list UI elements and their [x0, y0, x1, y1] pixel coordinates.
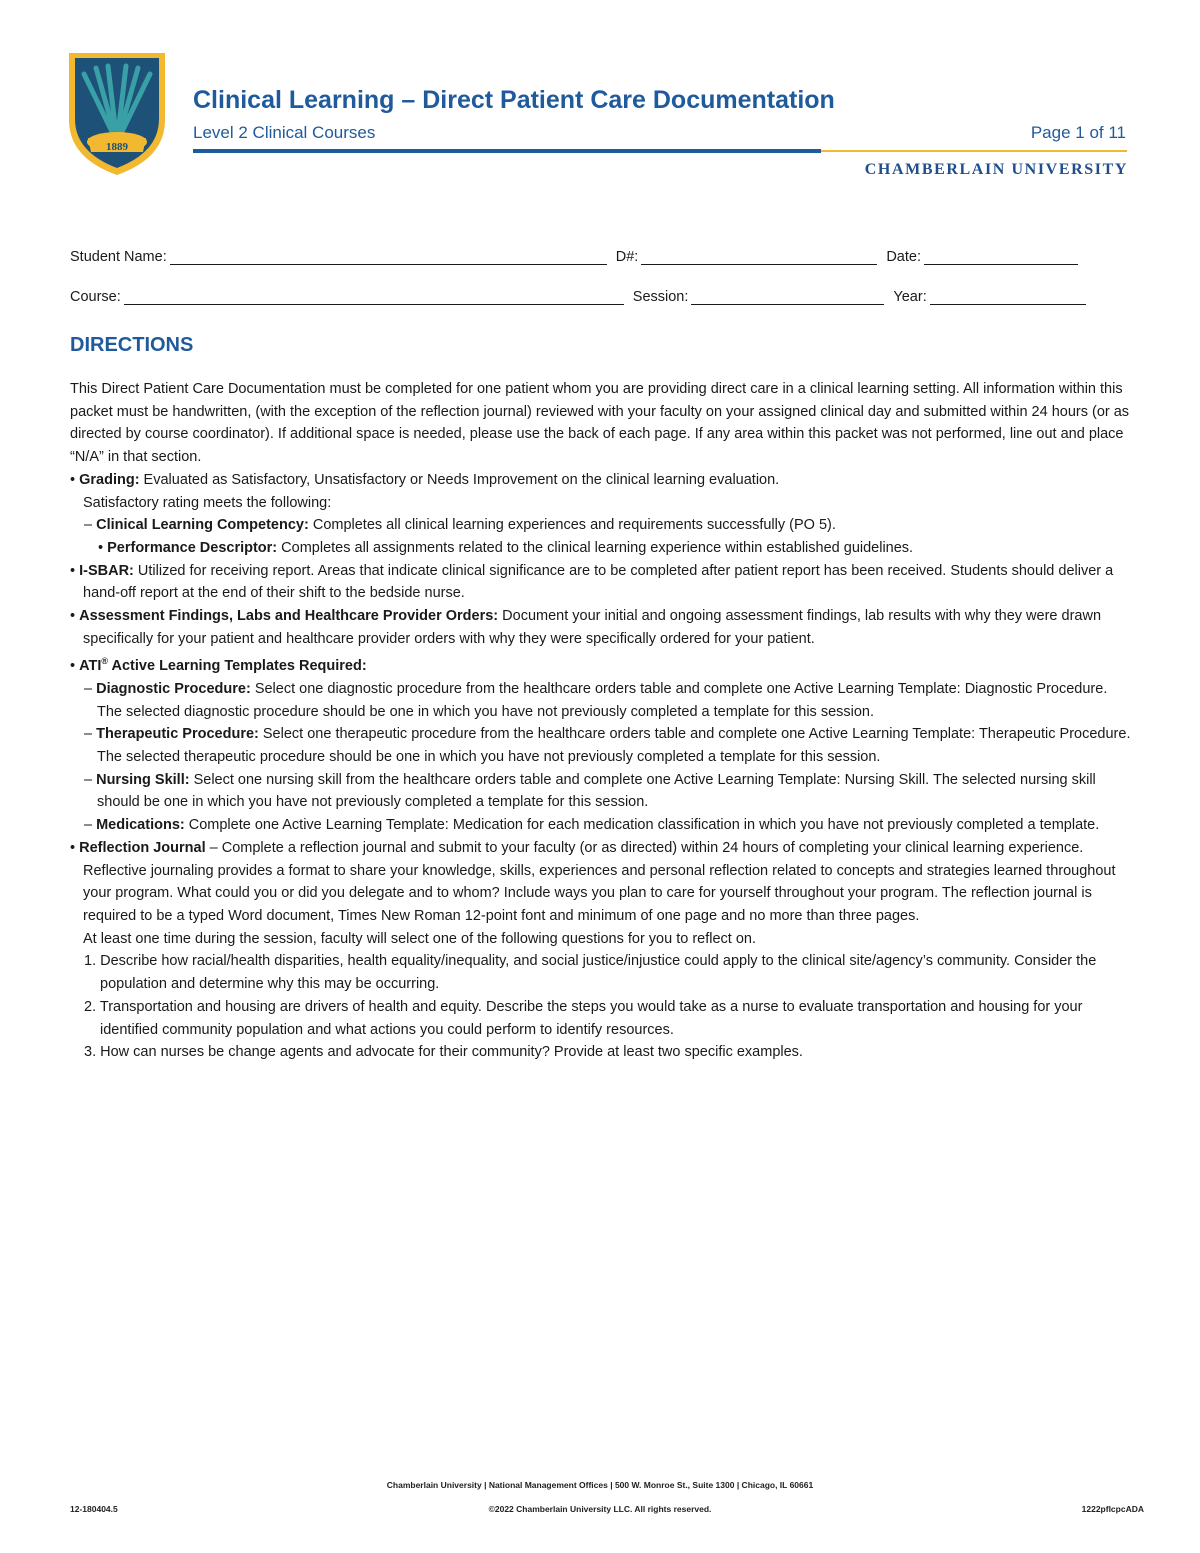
university-wordmark: CHAMBERLAIN UNIVERSITY	[864, 161, 1128, 178]
course-label: Course:	[70, 289, 121, 305]
header-rule-gold	[821, 150, 1127, 152]
directions-body	[70, 378, 1132, 1064]
reflection-text: – Complete a reflection journal and submit to your faculty (or as directed) within 24 hours of completing your clinical learning experience. Reflective journaling provides a format to share your knowledge, skills, experiences and personal reflection related to concepts and strategies learned throughout your program. What could you or did you delegate and to whom? Include ways you plan to care for yourself throughout your program. The reflection journal is required to be a typed Word document, Times New Roman 12-point font and minimum of one page and no more than three pages.	[83, 839, 1116, 924]
page-subtitle: Level 2 Clinical Courses	[193, 123, 376, 142]
question-number: 1.	[84, 953, 97, 970]
at-least-note: At least one time during the session, faculty will select one of the following questions for you to reflect on.	[83, 930, 757, 947]
performance-text: Completes all assignments related to the clinical learning experience within established guidelines.	[277, 539, 914, 556]
nursing-skill-label: Nursing Skill:	[96, 771, 190, 788]
assessment-item: • Assessment Findings, Labs and Healthcare Provider Orders: Document your initial and ongoing assessment findings, lab results with why they were drawn specifically for your patient and healthcare provider orders with why they were specifically ordered for your patient.	[70, 608, 1102, 647]
medications-label: Medications:	[96, 817, 185, 834]
question-item	[70, 1041, 1132, 1064]
year-label: Year:	[893, 289, 927, 305]
question-text: Transportation and housing are drivers of health and equity. Describe the steps you would take as a nurse to evaluate transportation and housing for your identified community population and what actions you could perform to identify resources.	[99, 998, 1083, 1038]
crest-year: 1889	[106, 141, 128, 153]
question-number: 2.	[84, 998, 97, 1015]
date-field[interactable]	[924, 248, 1078, 265]
isbar-label: I-SBAR:	[79, 562, 134, 579]
ati-label-a: ATI	[79, 658, 102, 675]
question-text: Describe how racial/health disparities, health equality/inequality, and social justice/injustice could apply to the clinical site/agency’s community. Consider the population and determine why this may be occurring.	[100, 953, 1097, 993]
d-number-label: D#:	[615, 249, 639, 265]
reflection-item: • Reflection Journal – Complete a reflection journal and submit to your faculty (or as directed) within 24 hours of completing your clinical learning experience. Reflective journaling provides a format to share your knowledge, skills, experiences and personal reflection related to concepts and strategies learned throughout your program. What could you or did you delegate and to whom? Include ways you plan to care for yourself throughout your program. The reflection journal is required to be a typed Word document, Times New Roman 12-point font and minimum of one page and no more than three pages.	[70, 839, 1116, 924]
isbar-item: • I-SBAR: Utilized for receiving report. Areas that indicate clinical significance are to be completed after patient report has been received. Students should deliver a hand-off report at the end of their shift to the bedside nurse.	[70, 562, 1114, 602]
question-item	[70, 950, 1132, 995]
therapeutic-text: Select one therapeutic procedure from the healthcare orders table and complete one Active Learning Template: Therapeutic Procedure. The selected therapeutic procedure should be one in which you have not previously completed a template for this session.	[97, 726, 1131, 766]
assessment-label: Assessment Findings, Labs and Healthcare Provider Orders:	[79, 608, 499, 625]
competency-item: – Clinical Learning Competency: Completes all clinical learning experiences and requirements successfully (PO 5).	[84, 517, 836, 534]
medications-text: Complete one Active Learning Template: Medication for each medication classification in which you have not previously completed a template.	[184, 817, 1100, 834]
registered-mark: ®	[101, 656, 109, 667]
medications-item: – Medications: Complete one Active Learning Template: Medication for each medication classification in which you have not previously completed a template.	[84, 817, 1100, 834]
ati-label	[79, 658, 367, 674]
page-number: Page 1 of 11	[1030, 123, 1126, 142]
grading-label: Grading:	[79, 471, 140, 488]
ati-item: • ATI® Active Learning Templates Required:	[70, 656, 367, 675]
performance-label: Performance Descriptor:	[107, 539, 278, 556]
footer-address: Chamberlain University | National Management Offices | 500 W. Monroe St., Suite 1300 | Chicago, IL 60661	[386, 1480, 814, 1490]
competency-text: Completes all clinical learning experiences and requirements successfully (PO 5).	[308, 517, 836, 534]
session-field[interactable]	[691, 288, 884, 305]
student-name-field[interactable]	[170, 248, 607, 265]
assessment-text: Document your initial and ongoing assessment findings, lab results with why they were drawn specifically for your patient and healthcare provider orders with why they were specifically ordered for your patient.	[83, 608, 1102, 647]
date-label: Date:	[886, 249, 921, 265]
question-text: How can nurses be change agents and advocate for their community? Provide at least two specific examples.	[100, 1044, 803, 1061]
footer-code-right: 1222pflcpcADA	[1081, 1504, 1144, 1514]
diagnostic-label: Diagnostic Procedure:	[96, 680, 251, 697]
student-info-row	[70, 243, 1128, 265]
competency-label: Clinical Learning Competency:	[96, 517, 309, 534]
d-number-field[interactable]	[641, 248, 877, 265]
question-item	[70, 996, 1132, 1041]
student-name-label: Student Name:	[70, 249, 167, 265]
directions-intro: This Direct Patient Care Documentation must be completed for one patient whom you are providing direct care in a clinical learning setting. All information within this packet must be handwritten, (with the exception of the reflection journal) reviewed with your faculty on your assigned clinical day and submitted within 24 hours (or as directed by course coordinator). If additional space is needed, please use the back of each page. If any area within this packet was not performed, line out and place “N/A” in that section.	[70, 381, 1130, 466]
grading-text-2: Satisfactory rating meets the following:	[83, 494, 332, 511]
page-title: Clinical Learning – Direct Patient Care Documentation	[193, 86, 835, 114]
therapeutic-label: Therapeutic Procedure:	[96, 726, 259, 743]
directions-heading: DIRECTIONS	[70, 334, 194, 356]
grading-text: Evaluated as Satisfactory, Unsatisfactory or Needs Improvement on the clinical learning evaluation.	[139, 471, 780, 488]
nursing-skill-text: Select one nursing skill from the healthcare orders table and complete one Active Learning Template: Nursing Skill. The selected nursing skill should be one in which you have not previously completed a template for this session.	[97, 771, 1096, 811]
course-info-row	[70, 283, 1128, 305]
nursing-skill-item: – Nursing Skill: Select one nursing skill from the healthcare orders table and complete one Active Learning Template: Nursing Skill. The selected nursing skill should be one in which you have not previously completed a template for this session.	[84, 771, 1096, 811]
ati-label-b: Active Learning Templates Required:	[108, 658, 367, 675]
diagnostic-item: – Diagnostic Procedure: Select one diagnostic procedure from the healthcare orders table and complete one Active Learning Template: Diagnostic Procedure. The selected diagnostic procedure should be one in which you have not previously completed a template for this session.	[84, 680, 1108, 720]
grading-item: • Grading: Evaluated as Satisfactory, Unsatisfactory or Needs Improvement on the clinical learning evaluation. Satisfactory rating meets the following:	[70, 471, 780, 511]
session-label: Session:	[632, 289, 689, 305]
question-number: 3.	[84, 1044, 97, 1061]
header-rule-blue	[193, 149, 821, 153]
course-field[interactable]	[124, 288, 624, 305]
university-crest-logo	[66, 50, 168, 178]
reflection-label: Reflection Journal	[79, 839, 206, 856]
year-field[interactable]	[930, 288, 1086, 305]
performance-item: • Performance Descriptor: Completes all assignments related to the clinical learning experience within established guidelines.	[98, 539, 914, 556]
footer-code-left: 12-180404.5	[70, 1504, 118, 1514]
therapeutic-item: – Therapeutic Procedure: Select one therapeutic procedure from the healthcare orders table and complete one Active Learning Template: Therapeutic Procedure. The selected therapeutic procedure should be one in which you have not previously completed a template for this session.	[84, 726, 1131, 766]
footer-copyright: ©2022 Chamberlain University LLC. All rights reserved.	[488, 1504, 712, 1514]
diagnostic-text: Select one diagnostic procedure from the healthcare orders table and complete one Active Learning Template: Diagnostic Procedure. The selected diagnostic procedure should be one in which you have not previously completed a template for this session.	[97, 680, 1108, 720]
isbar-text: Utilized for receiving report. Areas that indicate clinical significance are to be completed after patient report has been received. Students should deliver a hand-off report at the end of their shift to the bedside nurse.	[83, 562, 1114, 602]
